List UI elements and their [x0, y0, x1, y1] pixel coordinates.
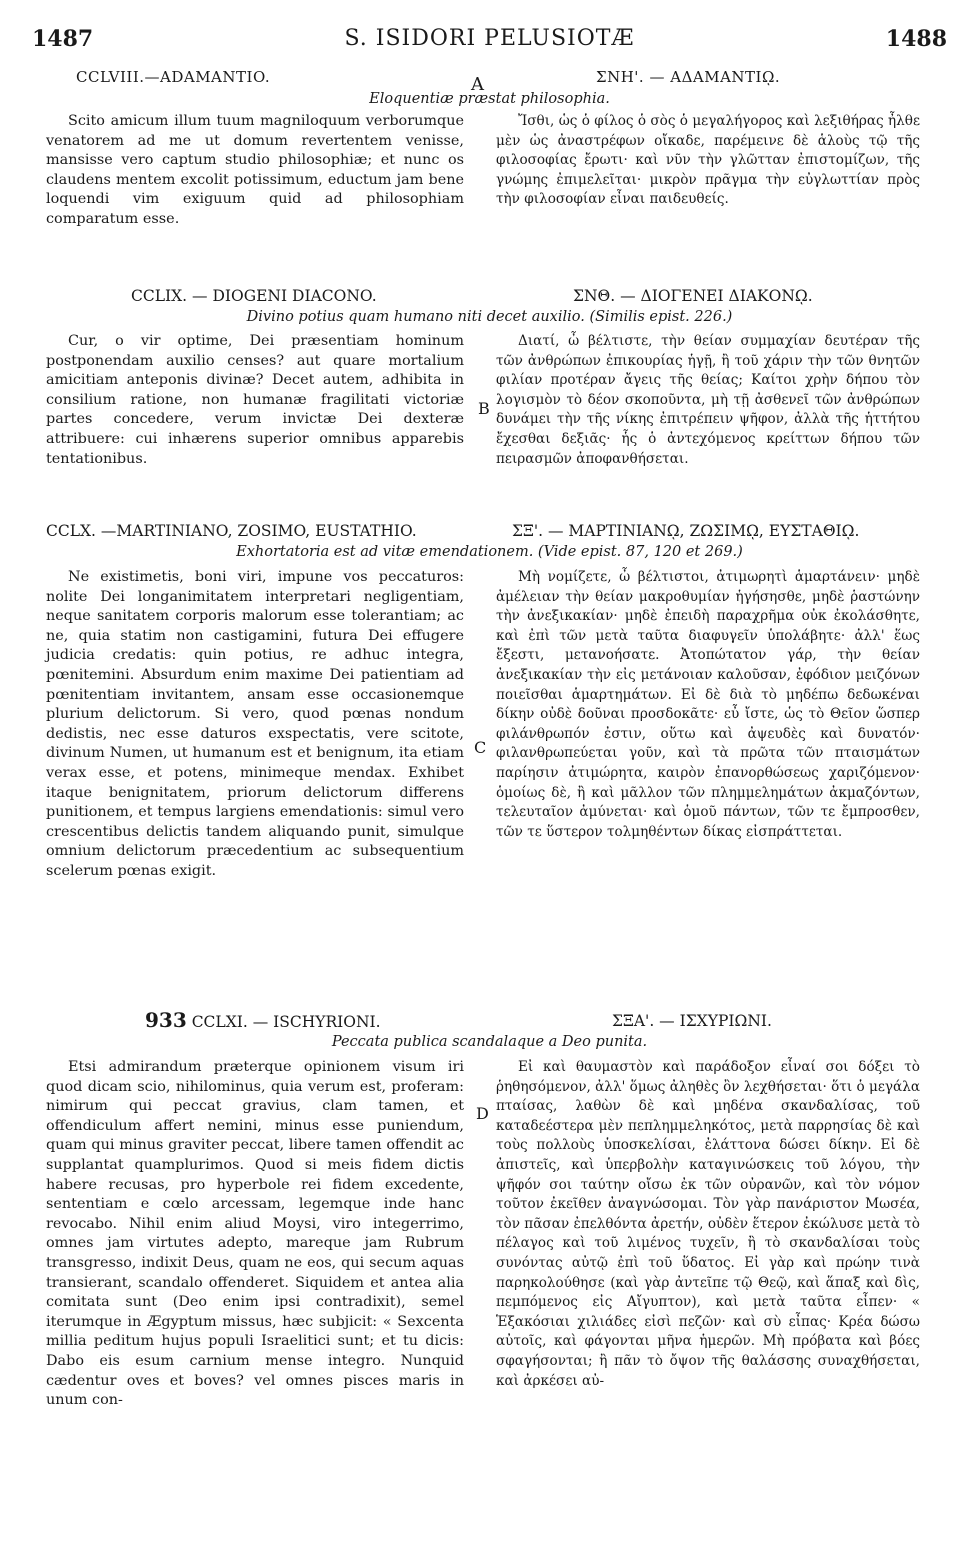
epistle-261-latin: [46, 1058, 464, 1411]
epistle-258-latin: [46, 112, 464, 230]
epistle-258-greek: [496, 112, 920, 210]
epistle-258-summary: Eloquentiæ præstat philosophia.: [369, 91, 610, 107]
column-number: 933: [145, 1008, 187, 1032]
section-marker-b: B: [478, 399, 490, 418]
greek-text: Ἴσθι, ὡς ὁ φίλος ὁ σὸς ὁ μεγαλήγορος καὶ λεξιθήρας ἦλθε μὲν ὡς ἀναστρέφων οἴκαδε, παρέμεινε δὲ ἁλοὺς τῷ τῆς φιλοσοφίας ἔρωτι· καὶ νῦν τὴν γλῶτταν ἐπιστομίζων, τῆς γνώμης ἐπιμελεῖται· μικρὸν πρᾶγμα τὴν εὐγλωττίαν πρὸς τὴν φιλοσοφίαν εἶναι παιδευθείς.: [496, 113, 920, 208]
latin-text: Scito amicum illum tuum magniloquum verborumque venatorem ad me ut domum revertentem venisse, mansisse vero captum studio philosophiæ; et nunc os claudens mentem excolit potissimum, eductum jam bene loquendi vim exiguum quid ad philosophiam comparatum esse.: [46, 113, 464, 227]
latin-text: Ne existimetis, boni viri, impune vos peccaturos: nolite Dei longanimitatem interpretari negligentiam, neque sanitatem corporis malorum esse tolerantiam; ac ne, quia statim non castigamini, futura Dei effugere judicia credatis: quin potius, re adhuc integra, pœnitemini. Absurdum enim maxime Dei patientiam ad pœnitentiam invitantem, ansam esse occasionemque plurium delictorum. Si vero, quod pœnas nondum dedistis, nec esse daturos exspectatis, vere scitote, divinum Numen, ut humanum est et benignum, ita etiam verax esse, et potens, minimeque mendax. Exhibet itaque benignitatem, priorum delictorum differens punitionem, et tempus largiens emendationis: simul vero crescentibus delictis tandem aliquando punit, simulque omnium delictorum præcedentium ac subsequentium scelerum pœnas exigit.: [46, 569, 464, 879]
epistle-259-heading-greek: ΣΝΘ. — ΔΙΟΓΕΝΕΙ ΔΙΑΚΟΝῼ.: [573, 287, 813, 305]
epistle-259-summary: Divino potius quam humano niti decet auxilio. (Similis epist. 226.): [246, 309, 733, 325]
epistle-260-heading-greek: ΣΞ'. — ΜΑΡΤΙΝΙΑΝῼ, ΖΩΣΙΜῼ, ΕΥΣΤΑΘΙῼ.: [512, 522, 860, 540]
epistle-261-heading-latin: [145, 1008, 381, 1032]
latin-text: Etsi admirandum præterque opinionem visum iri quod dicam scio, nihilominus, quia verum est, proferam: nimirum qui peccat gravius, clam tamen, et offendiculum affert nemini, minus esse puniendum, quam qui minus graviter peccat, libere tamen offendit ac supplantat quamplurimos. Quod si meis fidem dictis habere recusas, pro hyperbole rei fidem excedente, sententiam e cœlo arcessam, legemque inde hanc revocabo. Nihil enim aliud Moysi, viro integerrimo, omnes jam virtutes adepto, mareque jam Rubrum transgresso, indixit Deus, quam ne eos, qui secum aquas transierant, scandalo offenderet. Siquidem et antea alia comitata sunt (Deo enim ipsi contradixit), semel iterumque in Ægyptum missus, hæc subjicit: « Sexcenta millia peditum hujus populi Israelitici sunt; et tu dicis: Dabo eis esum carnium mense integro. Nunquid cædentur oves et boves? vel omnes pisces maris in unum con-: [46, 1059, 464, 1409]
page-number-right: 1488: [885, 26, 947, 52]
epistle-261-heading-greek: ΣΞΑ'. — ΙΣΧΥΡΙΩΝΙ.: [612, 1012, 772, 1030]
greek-text: Διατί, ὦ βέλτιστε, τὴν θείαν συμμαχίαν δευτέραν τῆς τῶν ἀνθρώπων ἐπικουρίας ἡγῇ, ἢ τοῦ χάριν τὴν τῶν θνητῶν φιλίαν προτέραν ἄγεις τῆς θείας; Καίτοι χρὴν δήπου τὸν λογισμὸν τὸ δέον σκοποῦντα, μὴ τῇ ἀσθενεῖ τῶν ἀνθρώπων δυνάμει τὴν τῆς νίκης ἐπιτρέπειν ψῆφον, ἀλλὰ τῆς ἡττήτου ἔχεσθαι δεξιᾶς· ἧς ὁ ἀντεχόμενος κρείττων δήπου τῶν πειρασμῶν ἀποφανθήσεται.: [496, 333, 920, 467]
epistle-260-latin: [46, 568, 464, 882]
epistle-259-greek: [496, 332, 920, 469]
running-head-left: CCLVIII.—ADAMANTIO.: [76, 68, 271, 86]
heading-text: CCLXI. — ISCHYRIONI.: [191, 1013, 381, 1031]
page-header: [0, 22, 979, 62]
greek-text: Μὴ νομίζετε, ὦ βέλτιστοι, ἀτιμωρητὶ ἁμαρτάνειν· μηδὲ ἀμέλειαν τὴν θείαν μακροθυμίαν ἡγήσησθε, μηδὲ ῥαστώνην τὴν ἀνεξικακίαν· μηδὲ ἐπειδὴ παραχρῆμα οὐκ ἐκολάσθητε, καὶ ἐπὶ τῶν μετὰ ταῦτα διαφυγεῖν ὑπολάβητε· ἀλλ' ἕως ἔξεστι, μετανοήσατε. Ἀτοπώτατον γάρ, τὴν θείαν ἀνεξικακίαν τὴν εἰς μετάνοιαν καλοῦσαν, ἐφόδιον μειζόνων ποιεῖσθαι ἁμαρτημάτων. Εἰ δὲ διὰ τὸ μηδέπω δεδωκέναι δίκην οὐδὲ δοῦναι προσδοκᾶτε· εὖ ἴστε, ὡς τὸ Θεῖον ὥσπερ φιλάνθρωπόν ἐστιν, οὕτω καὶ ἀψευδὲς καὶ δυνατόν· φιλανθρωπεύεται γοῦν, καὶ τὰ πρῶτα τῶν πταισμάτων παρίησιν ἀτιμώρητα, καιρὸν ἐπανορθώσεως χαριζόμενον· ὁμοίως δὲ, ἢ καὶ μᾶλλον τῶν πλημμελημάτων ἀκμαζόντων, τελευταῖον ἀμύνεται· καὶ ὁμοῦ πάντων, τῶν τε ἔμπροσθεν, τῶν τε ὕστερον τολμηθέντων δίκας εἰσπράττεται.: [496, 569, 920, 840]
latin-text: Cur, o vir optime, Dei præsentiam hominum postponendam auxilio censes? aut quare mortalium amicitiam anteponis divinæ? Decet autem, adhibita in consilium ratione, non humanæ fragilitati victoriæ partes concedere, verum invictæ Dei dexteræ attribuere: cui inhærens superior omnibus apparebis tentationibus.: [46, 333, 464, 467]
epistle-260-summary: Exhortatoria est ad vitæ emendationem. (Vide epist. 87, 120 et 269.): [236, 544, 743, 560]
epistle-259-heading-latin: CCLIX. — DIOGENI DIACONO.: [131, 287, 377, 305]
section-marker-a: A: [471, 74, 484, 95]
page-title: S. ISIDORI PELUSIOTÆ: [344, 26, 635, 51]
epistle-261-greek: [496, 1058, 920, 1391]
epistle-261-summary: Peccata publica scandalaque a Deo punita.: [331, 1034, 648, 1050]
section-marker-d: D: [476, 1104, 489, 1123]
running-head-right: ΣΝΗ'. — ΑΔΑΜΑΝΤΙῼ.: [596, 68, 781, 86]
greek-text: Εἰ καὶ θαυμαστὸν καὶ παράδοξον εἶναί σοι δόξει τὸ ῥηθησόμενον, ἀλλ' ὅμως ἀληθὲς ὂν λεχθήσεται· ὅτι ὁ μεγάλα πταίσας, λαθὼν δὲ καὶ μηδένα σκανδαλίσας, τοῦ καταδεέστερα μὲν πεπλημμεληκότος, μετὰ παρρησίας δὲ καὶ τοὺς πολλοὺς ὑποσκελίσαι, ἐλάττονα δώσει δίκην. Εἰ δὲ ἀπιστεῖς, καὶ ὑπερβολὴν καταγινώσκεις τοῦ λόγου, τὴν ψῆφόν σοι ταύτην οἴσω ἐκ τῶν οὐρανῶν, καὶ τὸν νόμον τοῦτον ἐκεῖθεν ἀναγνώσομαι. Τὸν γὰρ πανάριστον Μωσέα, τὸν πᾶσαν ἐπελθόντα ἀρετήν, οὐδὲν ἕτερον ἐκώλυσε μετὰ τὸ πέλαγος καὶ τοῦ λιμένος τυχεῖν, ἢ τὸ σκανδαλίσαι τοὺς συνόντας αὐτῷ ἐπὶ τοῦ ὕδατος. Εἰ γὰρ καὶ πρώην τινὰ παρηκολούθησε (καὶ γὰρ ἀντεῖπε τῷ Θεῷ, καὶ ἅπαξ καὶ δὶς, πεμπόμενος εἰς Αἴγυπτον), καὶ μετὰ ταῦτα εἶπεν· « Ἑξακόσιαι χιλιάδες εἰσὶ πεζῶν· καὶ σὺ εἶπας· Κρέα δώσω αὐτοῖς, καὶ φάγονται μῆνα ἡμερῶν. Μὴ πρόβατα καὶ βόες σφαγήσονται; ἢ πᾶν τὸ ὄψον τῆς θαλάσσης συναχθήσεται, καὶ ἀρκέσει αὐ-: [496, 1059, 920, 1389]
section-marker-c: C: [474, 738, 487, 757]
epistle-260-heading-latin: CCLX. —MARTINIANO, ZOSIMO, EUSTATHIO.: [46, 522, 417, 540]
page-number-left: 1487: [32, 26, 94, 52]
epistle-260-greek: [496, 568, 920, 842]
epistle-259-latin: [46, 332, 464, 469]
